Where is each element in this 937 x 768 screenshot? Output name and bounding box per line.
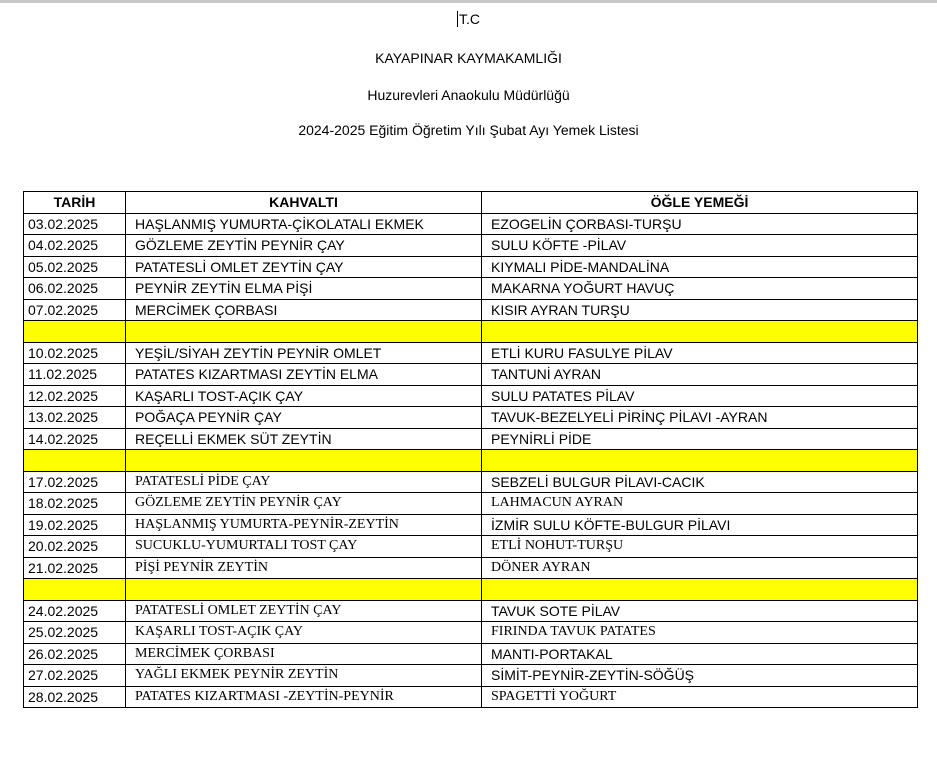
- breakfast-cell[interactable]: GÖZLEME ZEYTİN PEYNİR ÇAY: [126, 235, 482, 257]
- date-cell[interactable]: 20.02.2025: [24, 536, 126, 558]
- separator-cell: [482, 321, 918, 343]
- breakfast-cell[interactable]: HAŞLANMIŞ YUMURTA-PEYNİR-ZEYTİN: [126, 514, 482, 536]
- date-cell[interactable]: 04.02.2025: [24, 235, 126, 257]
- table-row: [24, 385, 918, 407]
- date-cell[interactable]: 24.02.2025: [24, 600, 126, 622]
- lunch-cell[interactable]: MAKARNA YOĞURT HAVUÇ: [482, 278, 918, 300]
- lunch-cell[interactable]: FIRINDA TAVUK PATATES: [482, 622, 918, 644]
- header-title: 2024-2025 Eğitim Öğretim Yılı Şubat Ayı Yemek Listesi: [298, 122, 639, 138]
- breakfast-cell[interactable]: MERCİMEK ÇORBASI: [126, 299, 482, 321]
- lunch-cell[interactable]: EZOGELİN ÇORBASI-TURŞU: [482, 213, 918, 235]
- lunch-cell[interactable]: KISIR AYRAN TURŞU: [482, 299, 918, 321]
- breakfast-cell[interactable]: REÇELLİ EKMEK SÜT ZEYTİN: [126, 428, 482, 450]
- breakfast-cell[interactable]: YAĞLI EKMEK PEYNİR ZEYTİN: [126, 665, 482, 687]
- date-cell[interactable]: 07.02.2025: [24, 299, 126, 321]
- header-school: Huzurevleri Anaokulu Müdürlüğü: [367, 87, 570, 103]
- separator-cell: [126, 579, 482, 601]
- date-cell[interactable]: 03.02.2025: [24, 213, 126, 235]
- lunch-cell[interactable]: LAHMACUN AYRAN: [482, 493, 918, 515]
- table-row: [24, 278, 918, 300]
- lunch-cell[interactable]: KIYMALI PİDE-MANDALİNA: [482, 256, 918, 278]
- date-cell[interactable]: 17.02.2025: [24, 471, 126, 493]
- breakfast-cell[interactable]: PATATESLİ PİDE ÇAY: [126, 471, 482, 493]
- breakfast-cell[interactable]: PİŞİ PEYNİR ZEYTİN: [126, 557, 482, 579]
- week-separator-row: [24, 321, 918, 343]
- date-cell[interactable]: 12.02.2025: [24, 385, 126, 407]
- date-cell[interactable]: 11.02.2025: [24, 364, 126, 386]
- week-separator-row: [24, 450, 918, 472]
- table-body: [24, 213, 918, 708]
- separator-cell: [482, 450, 918, 472]
- date-cell[interactable]: 05.02.2025: [24, 256, 126, 278]
- breakfast-cell[interactable]: GÖZLEME ZEYTİN PEYNİR ÇAY: [126, 493, 482, 515]
- window-top-border: [0, 0, 937, 3]
- date-cell[interactable]: 25.02.2025: [24, 622, 126, 644]
- lunch-cell[interactable]: SULU KÖFTE -PİLAV: [482, 235, 918, 257]
- table-row: [24, 686, 918, 708]
- separator-cell: [482, 579, 918, 601]
- table-row: [24, 471, 918, 493]
- lunch-cell[interactable]: İZMİR SULU KÖFTE-BULGUR PİLAVI: [482, 514, 918, 536]
- lunch-cell[interactable]: SPAGETTİ YOĞURT: [482, 686, 918, 708]
- lunch-cell[interactable]: SİMİT-PEYNİR-ZEYTİN-SÖĞÜŞ: [482, 665, 918, 687]
- table-row: [24, 600, 918, 622]
- lunch-cell[interactable]: DÖNER AYRAN: [482, 557, 918, 579]
- separator-cell: [24, 321, 126, 343]
- table-row: [24, 256, 918, 278]
- date-cell[interactable]: 14.02.2025: [24, 428, 126, 450]
- lunch-cell[interactable]: TANTUNİ AYRAN: [482, 364, 918, 386]
- lunch-cell[interactable]: TAVUK-BEZELYELİ PİRİNÇ PİLAVI -AYRAN: [482, 407, 918, 429]
- lunch-cell[interactable]: ETLİ NOHUT-TURŞU: [482, 536, 918, 558]
- date-cell[interactable]: 10.02.2025: [24, 342, 126, 364]
- date-cell[interactable]: 18.02.2025: [24, 493, 126, 515]
- table-row: [24, 643, 918, 665]
- date-cell[interactable]: 19.02.2025: [24, 514, 126, 536]
- date-cell[interactable]: 06.02.2025: [24, 278, 126, 300]
- table-row: [24, 364, 918, 386]
- lunch-cell[interactable]: PEYNİRLİ PİDE: [482, 428, 918, 450]
- meal-table: [23, 191, 918, 708]
- header-tc: [0, 10, 937, 28]
- table-row: [24, 514, 918, 536]
- table-row: [24, 665, 918, 687]
- separator-cell: [24, 450, 126, 472]
- column-header-breakfast: KAHVALTI: [126, 192, 482, 214]
- breakfast-cell[interactable]: PATATES KIZARTMASI -ZEYTİN-PEYNİR: [126, 686, 482, 708]
- table-row: [24, 342, 918, 364]
- breakfast-cell[interactable]: KAŞARLI TOST-AÇIK ÇAY: [126, 622, 482, 644]
- separator-cell: [126, 321, 482, 343]
- lunch-cell[interactable]: TAVUK SOTE PİLAV: [482, 600, 918, 622]
- table-row: [24, 299, 918, 321]
- date-cell[interactable]: 13.02.2025: [24, 407, 126, 429]
- breakfast-cell[interactable]: KAŞARLI TOST-AÇIK ÇAY: [126, 385, 482, 407]
- date-cell[interactable]: 27.02.2025: [24, 665, 126, 687]
- breakfast-cell[interactable]: YEŞİL/SİYAH ZEYTİN PEYNİR OMLET: [126, 342, 482, 364]
- date-cell[interactable]: 28.02.2025: [24, 686, 126, 708]
- table-row: [24, 428, 918, 450]
- header-district: KAYAPINAR KAYMAKAMLIĞI: [375, 50, 562, 66]
- breakfast-cell[interactable]: PEYNİR ZEYTİN ELMA PİŞİ: [126, 278, 482, 300]
- separator-cell: [126, 450, 482, 472]
- date-cell[interactable]: 26.02.2025: [24, 643, 126, 665]
- table-header-row: [24, 192, 918, 214]
- table-row: [24, 493, 918, 515]
- table-row: [24, 213, 918, 235]
- column-header-lunch: ÖĞLE YEMEĞİ: [482, 192, 918, 214]
- lunch-cell[interactable]: SEBZELİ BULGUR PİLAVI-CACIK: [482, 471, 918, 493]
- week-separator-row: [24, 579, 918, 601]
- breakfast-cell[interactable]: POĞAÇA PEYNİR ÇAY: [126, 407, 482, 429]
- lunch-cell[interactable]: ETLİ KURU FASULYE PİLAV: [482, 342, 918, 364]
- table-row: [24, 536, 918, 558]
- breakfast-cell[interactable]: PATATESLİ OMLET ZEYTİN ÇAY: [126, 256, 482, 278]
- lunch-cell[interactable]: MANTI-PORTAKAL: [482, 643, 918, 665]
- column-header-date: TARİH: [24, 192, 126, 214]
- lunch-cell[interactable]: SULU PATATES PİLAV: [482, 385, 918, 407]
- breakfast-cell[interactable]: PATATESLİ OMLET ZEYTİN ÇAY: [126, 600, 482, 622]
- table-row: [24, 557, 918, 579]
- table-row: [24, 235, 918, 257]
- separator-cell: [24, 579, 126, 601]
- table-row: [24, 407, 918, 429]
- table-row: [24, 622, 918, 644]
- date-cell[interactable]: 21.02.2025: [24, 557, 126, 579]
- breakfast-cell[interactable]: PATATES KIZARTMASI ZEYTİN ELMA: [126, 364, 482, 386]
- breakfast-cell[interactable]: SUCUKLU-YUMURTALI TOST ÇAY: [126, 536, 482, 558]
- header-tc-text: T.C: [459, 11, 480, 27]
- breakfast-cell[interactable]: HAŞLANMIŞ YUMURTA-ÇİKOLATALI EKMEK: [126, 213, 482, 235]
- breakfast-cell[interactable]: MERCİMEK ÇORBASI: [126, 643, 482, 665]
- text-cursor: [457, 11, 458, 27]
